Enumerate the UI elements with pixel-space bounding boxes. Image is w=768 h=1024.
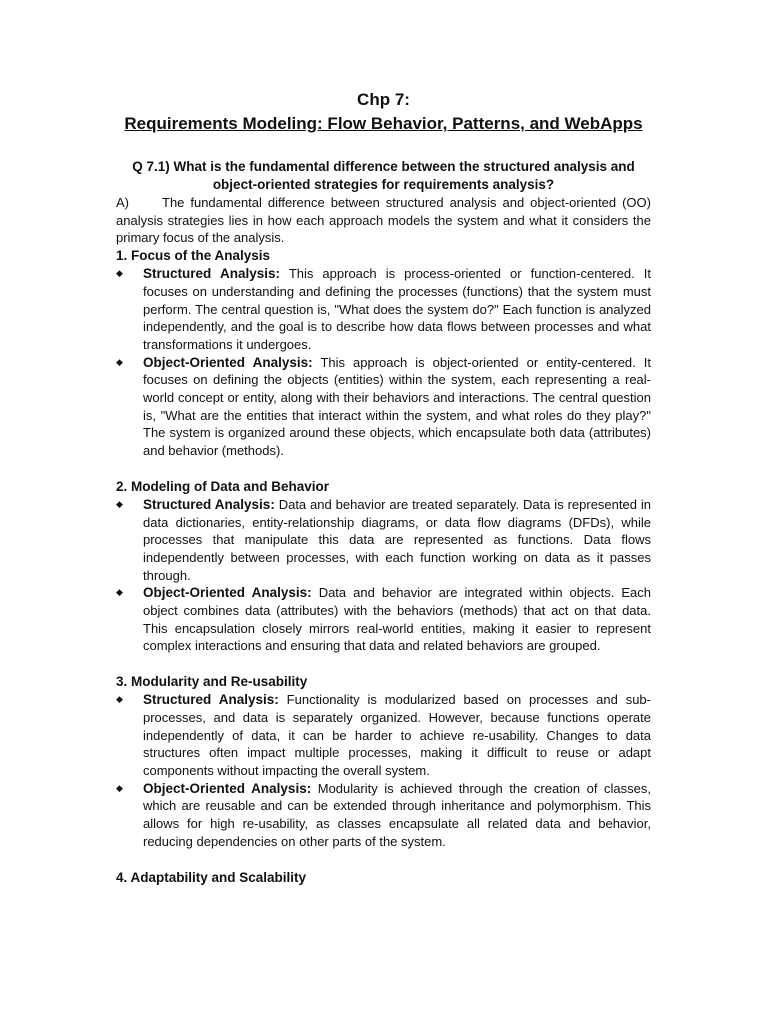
- section-heading: 2. Modeling of Data and Behavior: [116, 478, 330, 494]
- section-heading: 4. Adaptability and Scalability: [116, 869, 307, 885]
- diamond-bullet-icon: ◆: [116, 356, 123, 367]
- question-heading: Q 7.1) What is the fundamental difference between the structured analysis and object-oriented strategies for requirements analysis?: [132, 159, 635, 192]
- section-heading: 1. Focus of the Analysis: [116, 248, 271, 264]
- section-points: [116, 691, 651, 850]
- list-item: [116, 691, 651, 780]
- diamond-bullet-icon: ◆: [116, 694, 123, 705]
- point-text: Functionality is modularized based on processes and sub-processes, and data is separately organized. However, because functions operate independently of data, it can be harder to achieve re-usability. Changes to data structures often impact multiple processes, making it difficult to reuse or adapt components without impacting the overall system.: [143, 692, 651, 778]
- answer-intro-text: The fundamental difference between structured analysis and object-oriented (OO) analysis strategies lies in how each approach models the system and what it considers the primary focus of the analysis.: [116, 195, 651, 246]
- diamond-bullet-icon: ◆: [116, 498, 123, 509]
- point-term: Object-Oriented Analysis:: [143, 585, 312, 601]
- point-term: Object-Oriented Analysis:: [143, 780, 312, 796]
- point-text: Modularity is achieved through the creation of classes, which are reusable and can be extended through inheritance and polymorphism. This allows for high re-usability, as classes encapsulate all related data and behavior, reducing dependencies on other parts of the system.: [143, 780, 651, 849]
- point-term: Structured Analysis:: [143, 496, 275, 512]
- point-text: Data and behavior are integrated within objects. Each object combines data (attributes) with the behaviors (methods) that act on that data. This encapsulation closely mirrors real-world entities, making it easier to represent complex interactions and ensuring that data and related behaviors are grouped.: [143, 585, 651, 654]
- diamond-bullet-icon: ◆: [116, 268, 123, 279]
- section-heading: 3. Modularity and Re-usability: [116, 674, 308, 690]
- list-item: [116, 354, 651, 460]
- answer-intro: [116, 194, 651, 247]
- list-item: [116, 584, 651, 655]
- diamond-bullet-icon: ◆: [116, 782, 123, 793]
- diamond-bullet-icon: ◆: [116, 587, 123, 598]
- chapter-label: Chp 7:: [357, 90, 410, 109]
- list-item: [116, 265, 651, 354]
- point-term: Structured Analysis:: [143, 266, 280, 282]
- point-term: Structured Analysis:: [143, 692, 279, 708]
- point-text: This approach is object-oriented or entity-centered. It focuses on defining the objects (entities) within the system, each representing a real-world concept or entity, along with their behaviors and interactions. The central question is, "What are the entities that interact within the system, and what roles do they play?" The system is organized around these objects, which encapsulate both data (attributes) and behavior (methods).: [143, 354, 651, 459]
- list-item: [116, 496, 651, 585]
- chapter-title: Requirements Modeling: Flow Behavior, Patterns, and WebApps: [124, 114, 643, 133]
- answer-marker: A): [116, 195, 129, 210]
- section-points: [116, 265, 651, 460]
- point-text: This approach is process-oriented or function-centered. It focuses on understanding and defining the processes (functions) that the system must perform. The central question is, "What does the system do?" Each function is analyzed independently, and the goal is to describe how data flows between processes and what transformations it undergoes.: [143, 266, 651, 352]
- list-item: [116, 780, 651, 851]
- point-term: Object-Oriented Analysis:: [143, 354, 313, 370]
- document-page: [116, 88, 651, 887]
- point-text: Data and behavior are treated separately. Data is represented in data dictionaries, entity-relationship diagrams, or data flow diagrams (DFDs), while processes that manipulate this data are represented as functions. Data flows independently between processes, with each function working on data as it passes through.: [143, 496, 651, 583]
- section-points: [116, 496, 651, 655]
